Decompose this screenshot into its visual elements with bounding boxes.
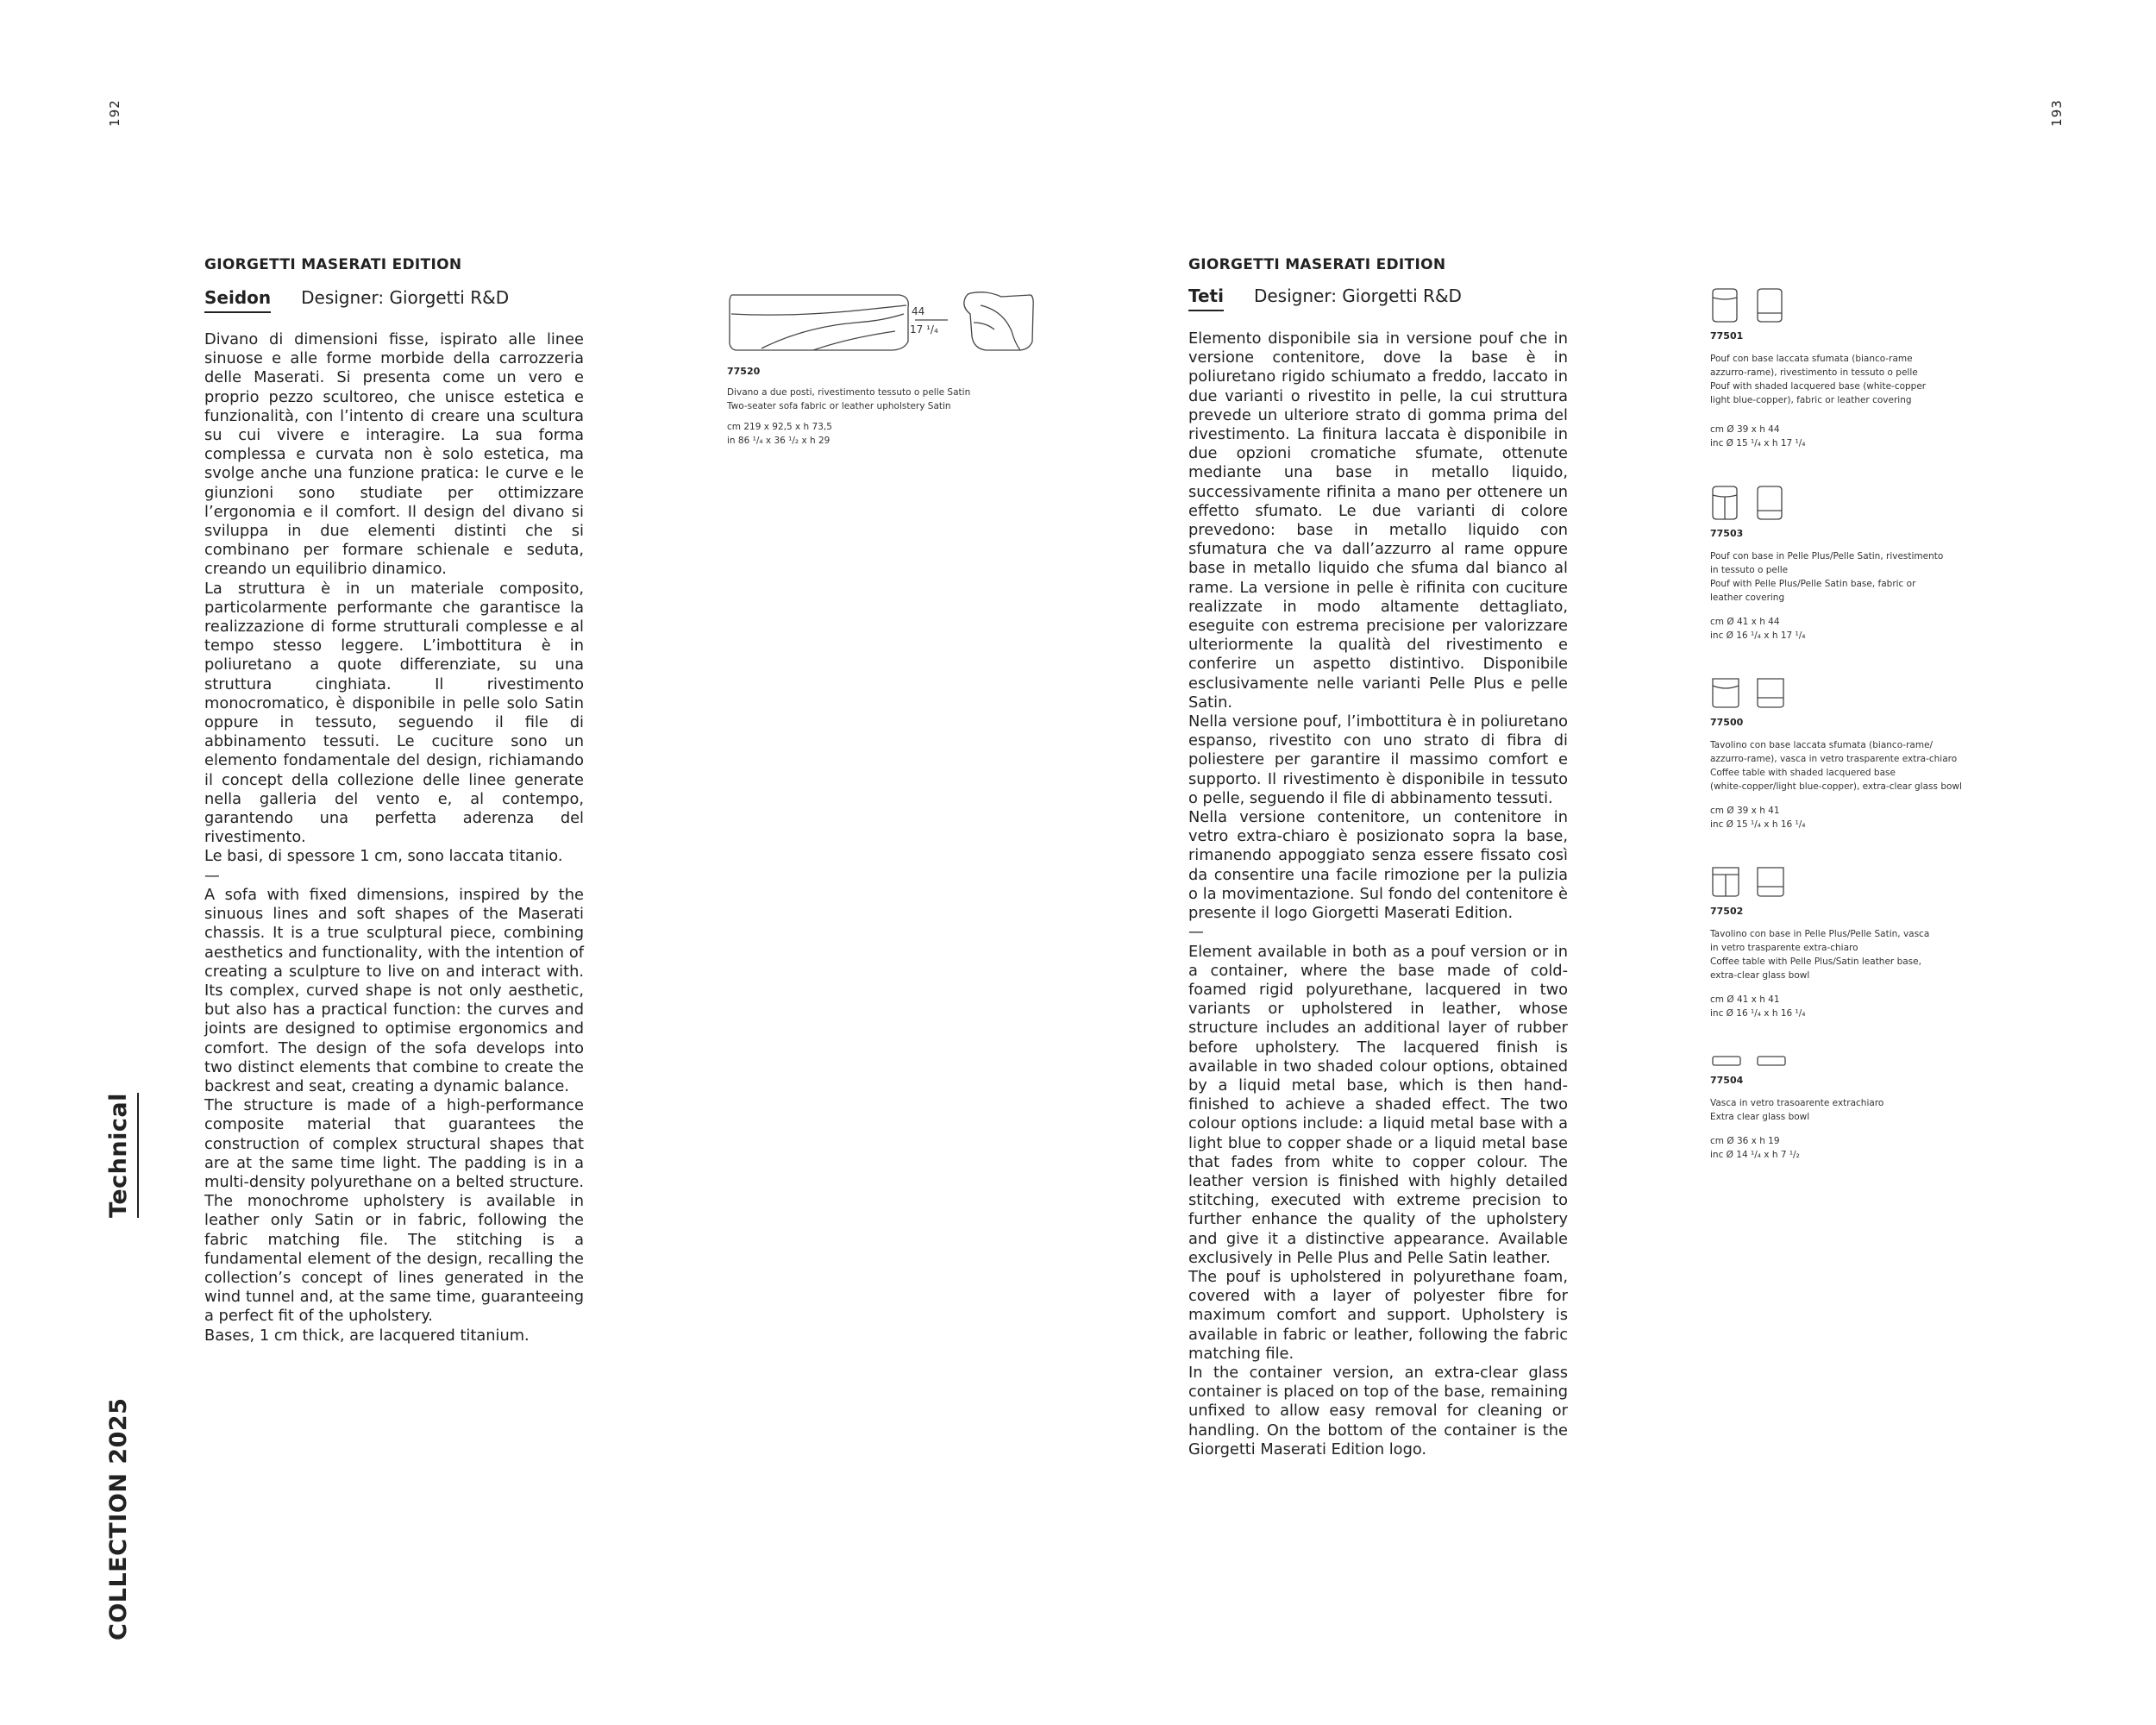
teti-product-desc: Pouf con base laccata sfumata (bianco-rame azzurro-rame), rivestimento in tessuto o pelle Pouf with shaded lacquered base (white-copper light blue-copper), fabric or leather covering <box>1710 354 1927 405</box>
page-number-right: 193 <box>2049 99 2065 127</box>
teti-product-item <box>1710 287 1926 450</box>
teti-product-item <box>1710 485 1943 643</box>
coffee-table-drawing <box>1710 864 1796 899</box>
teti-dimensions-cm: cm Ø 41 x h 44 <box>1710 617 1780 627</box>
teti-en-paragraph: In the container version, an extra-clear glass container is placed on top of the base, remaining unfixed to allow easy removal for cleaning or handling. On the bottom of the container is the Giorgetti Maserati Edition logo. <box>1188 1363 1568 1458</box>
coffee-table-drawing <box>1710 675 1796 710</box>
teti-product-code: 77503 <box>1710 528 1744 539</box>
seidon-dimensions-cm: cm 219 x 92,5 x h 73,5 <box>727 422 832 432</box>
teti-product-item <box>1710 1054 1883 1162</box>
seidon-separator: — <box>204 866 220 885</box>
teti-heading <box>1188 285 1462 311</box>
seidon-en-paragraph: A sofa with fixed dimensions, inspired by the sinuous lines and soft shapes of the Maserati chassis. It is a true sculptural piece, combining aesthetics and functionality, with the intention of creating a sculpture to live on and interact with. Its complex, curved shape is not only aesthetic, but also has a practical function: the curves and joints are designed to optimise ergonomics and comfort. The design of the sofa develops into two distinct elements that combine to create the backrest and seat, creating a dynamic balance. <box>204 885 584 1095</box>
teti-product-code: 77501 <box>1710 330 1744 342</box>
seidon-product-desc-it: Divano a due posti, rivestimento tessuto o pelle Satin <box>727 387 971 398</box>
pouf-drawing <box>1710 485 1796 521</box>
page-number-left: 192 <box>107 99 122 127</box>
teti-product-desc: Vasca in vetro trasoarente extrachiaro Extra clear glass bowl <box>1710 1098 1884 1122</box>
seidon-dim-bottom: 17 ¹/₄ <box>910 323 938 336</box>
teti-product-code: 77500 <box>1710 717 1744 728</box>
teti-product-name: Teti <box>1188 285 1224 311</box>
teti-product-item <box>1710 864 1929 1020</box>
seidon-en-paragraph: The structure is made of a high-performance composite material that guarantees the construction of complex structural shapes that are at the same time light. The padding is in a multi-density polyurethane on a belted structure. The monochrome upholstery is available in leather only Satin or in fabric, following the fabric matching file. The stitching is a fundamental element of the design, recalling the collection’s concept of lines generated in the wind tunnel and, at the same time, guaranteeing a perfect fit of the upholstery. <box>204 1096 584 1326</box>
teti-en-paragraph: Element available in both as a pouf version or in a container, where the base made of cold-foamed rigid polyurethane, lacquered in two variants or upholstered in leather, whose structure includes an additional layer of rubber before upholstery. The lacquered finish is available in two shaded colour options, obtained by a liquid metal base, which is then hand-finished to achieve a shaded effect. The two colour options include: a liquid metal base with a light blue to copper shade or a liquid metal base that fades from white to copper colour. The leather version is finished with highly detailed stitching, executed with extreme precision to further enhance the quality of the upholstery and give it a distinctive appearance. Available exclusively in Pelle Plus and Pelle Satin leather. <box>1188 942 1568 1267</box>
teti-product-desc: Pouf con base in Pelle Plus/Pelle Satin, rivestimento in tessuto o pelle Pouf with Pelle Plus/Pelle Satin base, fabric or leather covering <box>1710 551 1944 603</box>
seidon-it-paragraph: Le basi, di spessore 1 cm, sono laccata titanio. <box>204 847 563 866</box>
teti-product-code: 77504 <box>1710 1075 1744 1086</box>
glass-bowl-drawing <box>1710 1054 1796 1068</box>
side-label-technical: Technical <box>105 1093 132 1218</box>
teti-dimensions-inch: inc Ø 16 ¹/₄ x h 16 ¹/₄ <box>1710 1008 1806 1019</box>
teti-designer: Designer: Giorgetti R&D <box>1253 285 1462 306</box>
teti-product-code: 77502 <box>1710 906 1744 917</box>
teti-dimensions-cm: cm Ø 41 x h 41 <box>1710 994 1780 1005</box>
teti-dimensions-cm: cm Ø 39 x h 41 <box>1710 806 1780 816</box>
teti-dimensions-inch: inc Ø 16 ¹/₄ x h 17 ¹/₄ <box>1710 630 1806 641</box>
teti-dimensions-inch: inc Ø 15 ¹/₄ x h 17 ¹/₄ <box>1710 438 1806 448</box>
side-label-collection: COLLECTION 2025 <box>105 1397 132 1640</box>
teti-edition: GIORGETTI MASERATI EDITION <box>1188 256 1446 273</box>
teti-description <box>1188 329 1568 1459</box>
seidon-description <box>204 330 584 1346</box>
teti-product-item <box>1710 675 1962 831</box>
teti-it-paragraph: Nella versione contenitore, un contenitore in vetro extra-chiaro è posizionato sopra la base, rimanendo appoggiato senza essere fissato così da consentire una facile rimozione per la pulizia o la movimentazione. Sul fondo del contenitore è presente il logo Giorgetti Maserati Edition. <box>1188 808 1568 923</box>
seidon-it-paragraph: Divano di dimensioni fisse, ispirato alle linee sinuose e alle forme morbide della carrozzeria delle Maserati. Si presenta come un vero e proprio pezzo scultoreo, che unisce estetica e funzionalità, con l’intento di creare una scultura su cui vivere e interagire. La sua forma complessa e curvata non è solo estetica, ma svolge anche una funzione pratica: le curve e le giunzioni sono studiate per ottimizzare l’ergonomia e il comfort. Il design del divano si sviluppa in due elementi distinti che si combinano per formare schienale e seduta, creando un equilibrio dinamico. <box>204 330 584 579</box>
teti-separator: — <box>1188 923 1204 942</box>
seidon-dimensions-inch: in 86 ¹/₄ x 36 ¹/₂ x h 29 <box>727 436 830 446</box>
seidon-dim-top: 44 <box>912 305 925 317</box>
seidon-product-code: 77520 <box>727 366 761 377</box>
seidon-it-paragraph: La struttura è in un materiale composito, particolarmente performante che garantisce la realizzazione di forme strutturali complesse e al tempo stesso leggere. L’imbottitura è in poliuretano a quote differenziate, su una struttura cinghiata. Il rivestimento monocromatico, è disponibile in pelle solo Satin oppure in tessuto, seguendo il file di abbinamento tessuti. Le cuciture sono un elemento fondamentale del design, richiamando il concept della collezione delle linee generate nella galleria del vento e, al contempo, garantendo una perfetta aderenza del rivestimento. <box>204 579 584 847</box>
teti-en-paragraph: The pouf is upholstered in polyurethane foam, covered with a layer of polyester fibre for maximum comfort and support. Upholstery is available in fabric or leather, following the fabric matching file. <box>1188 1267 1568 1363</box>
teti-dimensions-inch: inc Ø 15 ¹/₄ x h 16 ¹/₄ <box>1710 819 1806 830</box>
teti-it-paragraph: Nella versione pouf, l’imbottitura è in poliuretano espanso, rivestito con uno strato di fibra di poliestere per garantire il massimo comfort e supporto. Il rivestimento è disponibile in tessuto o pelle, seguendo il file di abbinamento tessuti. <box>1188 712 1568 807</box>
seidon-edition: GIORGETTI MASERATI EDITION <box>204 256 462 273</box>
seidon-sofa-drawing <box>727 288 1037 357</box>
seidon-designer: Designer: Giorgetti R&D <box>301 287 510 308</box>
seidon-product-name: Seidon <box>204 287 271 313</box>
teti-product-desc: Tavolino con base laccata sfumata (bianco-rame/ azzurro-rame), vasca in vetro trasparente extra-chiaro Coffee table with shaded lacquered base (white-copper/light blue-copper), extra-clear glass bowl <box>1710 740 1962 792</box>
teti-dimensions-cm: cm Ø 36 x h 19 <box>1710 1136 1780 1146</box>
seidon-product-desc-en: Two-seater sofa fabric or leather upholstery Satin <box>727 401 951 411</box>
teti-it-paragraph: Elemento disponibile sia in versione pouf che in versione contenitore, dove la base è in poliuretano rigido schiumato a freddo, laccato in due varianti o rivestito in pelle, la cui struttura prevede un ulteriore strato di gomma prima del rivestimento. La finitura laccata è disponibile in due opzioni cromatiche sfumate, ottenute mediante una base in metallo liquido, successivamente rifinita a mano per ottenere un effetto sfumato. Le due varianti di colore prevedono: base in metallo liquido con sfumatura che va dall’azzurro al rame oppure base in metallo liquido che sfuma dal bianco al rame. La versione in pelle è rifinita con cuciture realizzate in modo altamente dettagliato, eseguite con estrema precisione per valorizzare ulteriormente la qualità del rivestimento e conferire un aspetto distintivo. Disponibile esclusivamente nelle varianti Pelle Plus e pelle Satin. <box>1188 329 1568 712</box>
teti-product-desc: Tavolino con base in Pelle Plus/Pelle Satin, vasca in vetro trasparente extra-chiaro Coffee table with Pelle Plus/Satin leather base, extra-clear glass bowl <box>1710 929 1930 981</box>
seidon-product-info <box>727 366 970 448</box>
seidon-en-paragraph: Bases, 1 cm thick, are lacquered titanium. <box>204 1326 530 1345</box>
teti-dimensions-inch: inc Ø 14 ¹/₄ x h 7 ¹/₂ <box>1710 1150 1800 1160</box>
pouf-drawing <box>1710 287 1796 323</box>
seidon-heading <box>204 287 509 313</box>
teti-dimensions-cm: cm Ø 39 x h 44 <box>1710 424 1780 435</box>
